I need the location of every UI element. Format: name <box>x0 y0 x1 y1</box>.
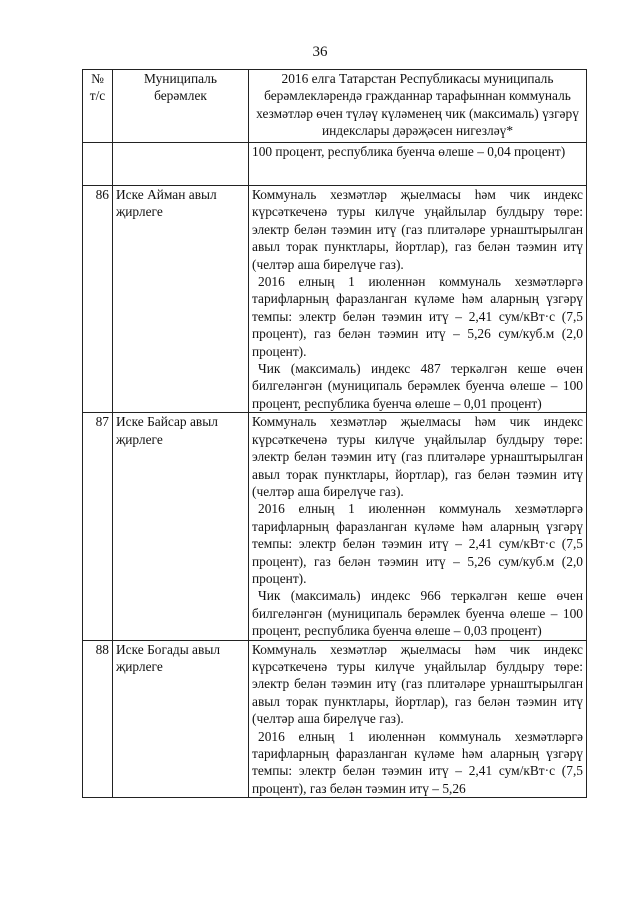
row-municipality: Иске Айман авыл җирлеге <box>113 186 249 413</box>
header-municipality: Муниципаль берәмлек <box>113 70 249 143</box>
continuation-description: 100 процент, республика буенча өлеше – 0,04 процент) <box>249 143 587 186</box>
continuation-number <box>83 143 113 186</box>
table-header-row <box>83 70 587 143</box>
row-description <box>249 413 587 640</box>
tariff-table <box>82 69 587 798</box>
continuation-municipality <box>113 143 249 186</box>
header-description: 2016 елга Татарстан Республикасы муниципаль берәмлекләрендә гражданнар тарафыннан коммуналь хезмәтләр өчен түләү күләменең чик (максималь) үзгәрү индекслары дәрәҗәсен нигезләү* <box>249 70 587 143</box>
row-description-index: Чик (максималь) индекс 966 теркәлгән кеше өчен билгеләнгән (муниципаль берәмлек буенча өлеше – 100 процент, республика буенча өлеше – 0,03 процент) <box>252 588 583 639</box>
row-number: 86 <box>83 186 113 413</box>
row-municipality: Иске Байсар авыл җирлеге <box>113 413 249 640</box>
row-description-services: Коммуналь хезмәтләр җыелмасы һәм чик индекс күрсәткеченә туры килүче уңайлылар булдыру төре: электр белән тәэмин итү (газ плитәләре урнаштырылган авыл торак пунктлары, йортлар), газ белән тәэмин итү (челтәр аша бирелүче газ). <box>252 414 583 499</box>
table-row <box>83 186 587 413</box>
row-description-services: Коммуналь хезмәтләр җыелмасы һәм чик индекс күрсәткеченә туры килүче уңайлылар булдыру төре: электр белән тәэмин итү (газ плитәләре урнаштырылган авыл торак пунктлары, йортлар), газ белән тәэмин итү (челтәр аша бирелүче газ). <box>252 641 583 727</box>
table-row <box>83 413 587 640</box>
row-description-tariffs: 2016 елның 1 июленнән коммуналь хезмәтләргә тарифларның фаразланган күләме һәм аларның үзгәрү темпы: электр белән тәэмин итү – 2,41 сум/кВт·с (7,5 процент), газ белән тәэмин итү – 5,26 <box>252 728 583 796</box>
continuation-row <box>83 143 587 186</box>
row-number: 88 <box>83 640 113 798</box>
row-description-tariffs: 2016 елның 1 июленнән коммуналь хезмәтләргә тарифларның фаразланган күләме һәм аларның үзгәрү темпы: электр белән тәэмин итү – 2,41 сум/кВт·с (7,5 процент), газ белән тәэмин итү – 5,26 сум/куб.м (2,0 процент). <box>252 274 583 359</box>
table-row <box>83 640 587 798</box>
row-description <box>249 186 587 413</box>
row-number: 87 <box>83 413 113 640</box>
row-municipality: Иске Богады авыл җирлеге <box>113 640 249 798</box>
page-number: 36 <box>312 44 328 60</box>
row-description-tariffs: 2016 елның 1 июленнән коммуналь хезмәтләргә тарифларның фаразланган күләме һәм аларның үзгәрү темпы: электр белән тәэмин итү – 2,41 сум/кВт·с (7,5 процент), газ белән тәэмин итү – 5,26 сум/куб.м (2,0 процент). <box>252 501 583 586</box>
row-description-index: Чик (максималь) индекс 487 теркәлгән кеше өчен билгеләнгән (муниципаль берәмлек буенча өлеше – 100 процент, республика буенча өлеше – 0,01 процент) <box>252 361 583 411</box>
row-description <box>249 640 587 798</box>
header-number: № т/с <box>83 70 113 143</box>
row-description-services: Коммуналь хезмәтләр җыелмасы һәм чик индекс күрсәткеченә туры килүче уңайлылар булдыру төре: электр белән тәэмин итү (газ плитәләре урнаштырылган авыл торак пунктлары, йортлар), газ белән тәэмин итү (челтәр аша бирелүче газ). <box>252 187 583 272</box>
